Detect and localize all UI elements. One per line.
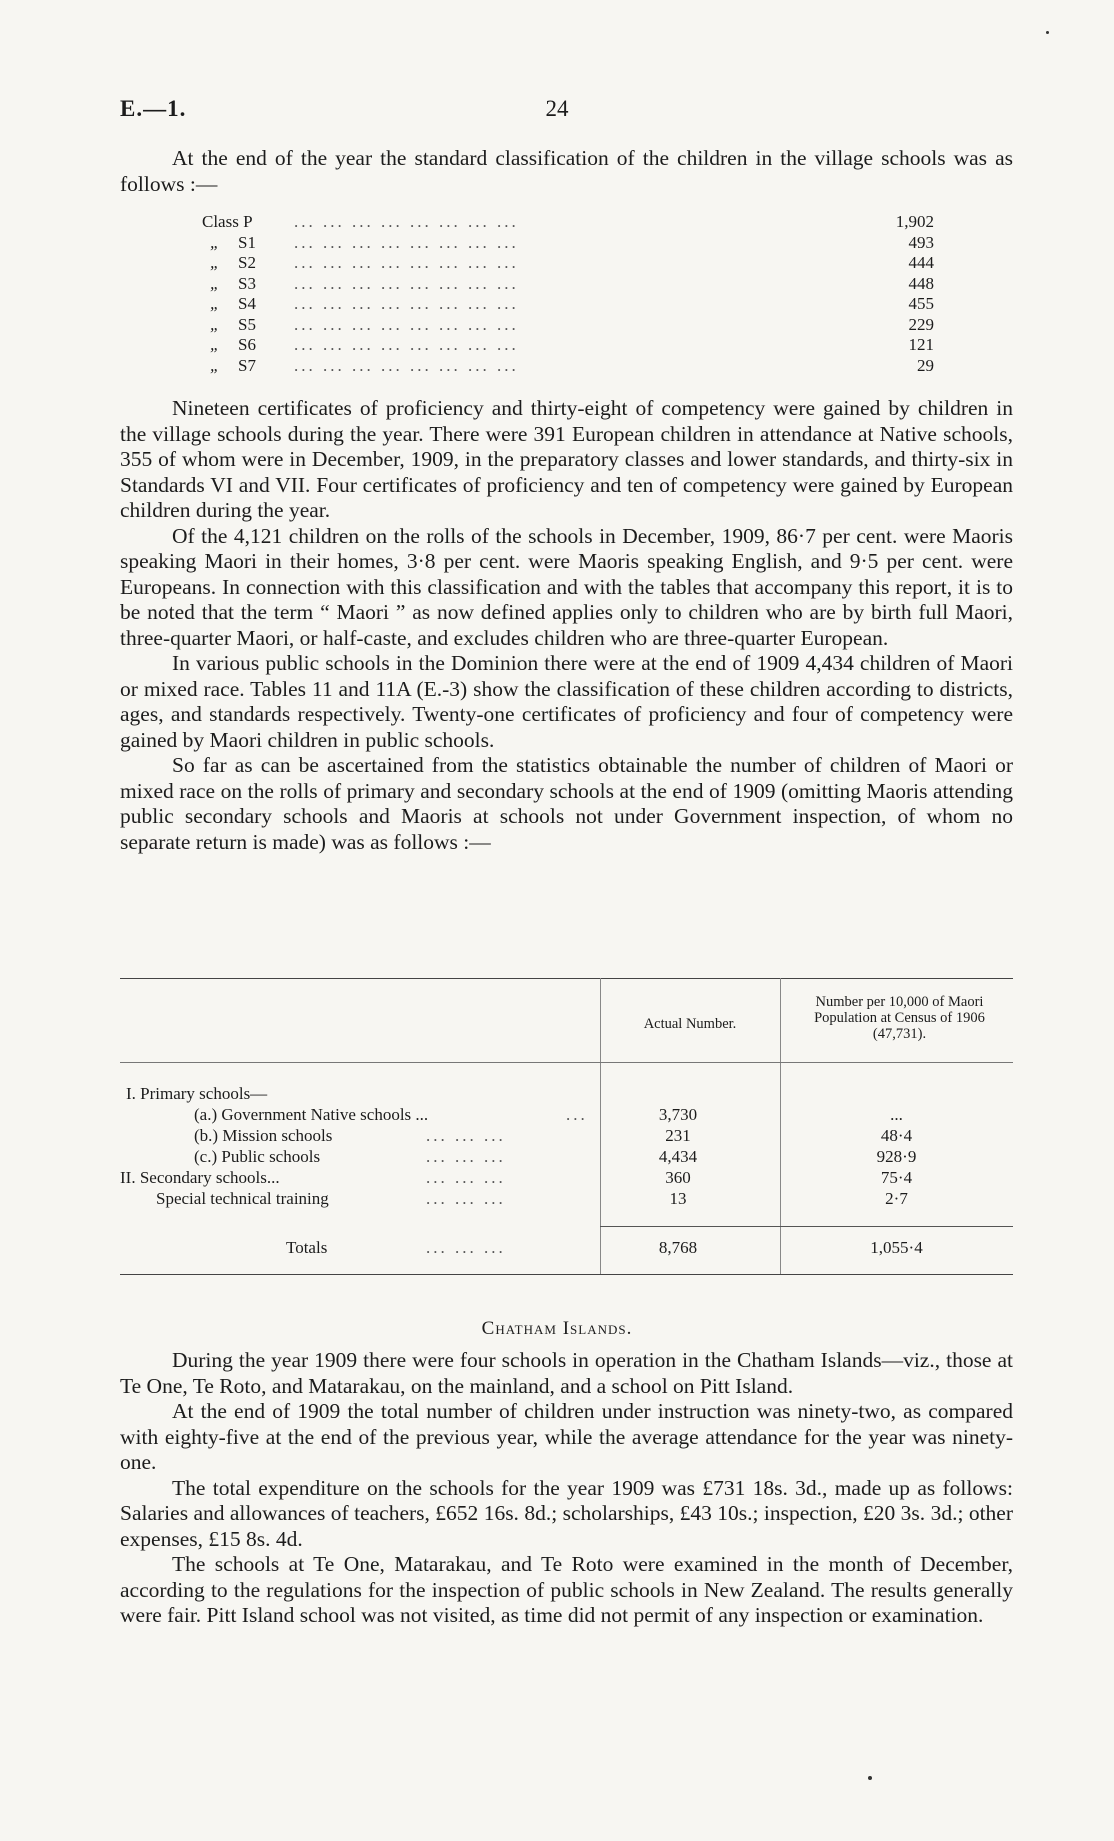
row-label: (c.) Public schools: [194, 1147, 321, 1166]
ditto-mark: „: [210, 314, 220, 334]
classification-row: [202, 233, 934, 254]
per-10000: 928·9: [876, 1147, 917, 1166]
chatham-text: [120, 1348, 1013, 1629]
actual-number: 231: [665, 1126, 691, 1145]
page-number: 24: [545, 96, 569, 121]
leader-dots: ...: [566, 1105, 588, 1124]
body-text: [120, 396, 1013, 855]
class-label: S7: [238, 355, 256, 375]
ditto-mark: „: [210, 232, 220, 252]
paragraph: So far as can be ascertained from the statistics obtainable the number of children of Maori or mixed race on the rolls of primary and secondary schools at the end of 1909 (omitting Maoris attending public secondary schools and Maoris at schools not under Government inspection, of whom no separate return is made) was as follows :—: [120, 753, 1013, 854]
leader-dots: ... ... ...: [426, 1189, 506, 1208]
paragraph: The total expenditure on the schools for the year 1909 was £731 18s. 3d., made up as follows: Salaries and allowances of teachers, £652 16s. 8d.; scholarships, £43 10s.; inspection, £20 3s. 3d.; other expenses, £15 8s. 4d.: [120, 1475, 1013, 1551]
leader-dots: ... ... ... ... ... ... ... ...: [294, 335, 519, 354]
per-10000: 75·4: [880, 1168, 913, 1187]
leader-dots: ... ... ... ... ... ... ... ...: [294, 355, 519, 375]
table-row: [120, 1105, 1013, 1126]
class-label: Class P: [202, 212, 253, 231]
paragraph: The schools at Te One, Matarakau, and Te Roto were examined in the month of December, according to the regulations for the inspection of public schools in New Zealand. The results generally were fair. Pitt Island school was not visited, as time did not permit of any inspection or examination.: [120, 1552, 1013, 1627]
leader-dots: ... ... ... ... ... ... ... ...: [294, 294, 519, 313]
paragraph: Of the 4,121 children on the rolls of the schools in December, 1909, 86·7 per cent. were Maoris speaking Maori in their homes, 3·8 per cent. were Maoris speaking English, and 9·5 per cent. were Europeans. In connection with this classification and with the tables that accompany this report, it is to be noted that the term “ Maori ” as now defined applies only to children who are by birth full Maori, three-quarter Maori, or half-caste, and excludes children who are three-quarter European.: [120, 523, 1013, 650]
leader-dots: ... ... ...: [426, 1126, 506, 1145]
classification-row: [202, 335, 934, 356]
leader-dots: ... ... ... ... ... ... ... ...: [294, 212, 519, 231]
class-count: 455: [908, 294, 934, 313]
classification-row: [202, 274, 934, 295]
table-rule-totals: [600, 1226, 1013, 1227]
row-label: (b.) Mission schools: [194, 1126, 333, 1145]
classification-list: [202, 212, 934, 376]
paragraph: In various public schools in the Dominion there were at the end of 1909 4,434 children of Maori or mixed race. Tables 11 and 11A (E.-3) show the classification of these children according to districts, ages, and standards respectively. Twenty-one certificates of proficiency and four of competency were gained by Maori children in public schools.: [120, 651, 1013, 752]
ditto-mark: „: [210, 335, 220, 354]
leader-dots: ... ... ... ... ... ... ... ...: [294, 253, 519, 272]
table-row: [120, 1147, 1013, 1168]
leader-dots: ... ... ... ... ... ... ... ...: [294, 232, 519, 252]
col-header-actual: Actual Number.: [643, 1016, 737, 1032]
class-count: 448: [908, 273, 934, 293]
report-code: E.—1.: [120, 96, 187, 121]
leader-dots: ... ... ... ... ... ... ... ...: [294, 273, 519, 293]
row-label: Special technical training: [156, 1189, 329, 1208]
table-rule-header: [120, 1062, 1013, 1063]
totals-label: Totals: [286, 1238, 328, 1257]
scan-speck: [1046, 31, 1049, 34]
section-heading: Chatham Islands.: [481, 1318, 633, 1339]
actual-number: 4,434: [658, 1147, 698, 1166]
actual-number: 360: [665, 1168, 691, 1187]
total-actual: 8,768: [658, 1238, 698, 1257]
per-10000: 2·7: [885, 1189, 908, 1208]
paragraph: Nineteen certificates of proficiency and thirty-eight of competency were gained by children in the village schools during the year. There were 391 European children in attendance at Native schools, 355 of whom were in December, 1909, in the preparatory classes and lower standards, and thirty-six in Standards VI and VII. Four certificates of proficiency and ten of competency were gained by European children during the year.: [120, 396, 1013, 522]
class-label: S5: [238, 314, 256, 334]
classification-row: [202, 315, 934, 336]
class-count: 121: [908, 335, 934, 354]
row-label: I. Primary schools—: [126, 1084, 268, 1103]
paragraph: At the end of 1909 the total number of children under instruction was ninety-two, as compared with eighty-five at the end of the previous year, while the average attendance for the year was ninety-one.: [120, 1399, 1013, 1474]
totals-row: [120, 1238, 1013, 1259]
class-label: S1: [238, 232, 256, 252]
class-count: 493: [908, 232, 934, 252]
leader-dots: ... ... ...: [426, 1238, 506, 1257]
ditto-mark: „: [210, 294, 220, 313]
row-label: (a.) Government Native schools ...: [194, 1105, 429, 1124]
classification-row: [202, 356, 934, 377]
ditto-mark: „: [210, 273, 220, 293]
col-header-per-10000: Number per 10,000 of Maori Population at Census of 1906 (47,731).: [814, 994, 985, 1042]
classification-row: [202, 212, 934, 233]
class-label: S3: [238, 273, 256, 293]
intro-text: [120, 146, 1013, 197]
class-label: S4: [238, 294, 256, 313]
leader-dots: ... ... ...: [426, 1147, 506, 1166]
table-rule-bottom: [120, 1274, 1013, 1275]
intro-paragraph: At the end of the year the standard classification of the children in the village schools was as follows :—: [120, 146, 1013, 196]
actual-number: 13: [669, 1189, 687, 1208]
ditto-mark: „: [210, 355, 220, 375]
classification-row: [202, 294, 934, 315]
actual-number: 3,730: [658, 1105, 698, 1124]
class-count: 229: [908, 314, 934, 334]
scan-speck: [868, 1776, 872, 1780]
class-count: 29: [917, 355, 934, 375]
class-count: 444: [908, 253, 934, 272]
class-label: S2: [238, 253, 256, 272]
total-per-10000: 1,055·4: [870, 1238, 923, 1257]
table-row: [120, 1168, 1013, 1189]
leader-dots: ... ... ... ... ... ... ... ...: [294, 314, 519, 334]
table-row: [120, 1126, 1013, 1147]
per-10000: ...: [890, 1105, 903, 1124]
class-count: 1,902: [895, 212, 934, 231]
paragraph: During the year 1909 there were four schools in operation in the Chatham Islands—viz., those at Te One, Te Roto, and Matarakau, on the mainland, and a school on Pitt Island.: [120, 1348, 1013, 1398]
class-label: S6: [238, 335, 256, 354]
table-rule-top: [120, 978, 1013, 979]
per-10000: 48·4: [880, 1126, 913, 1145]
ditto-mark: „: [210, 253, 220, 272]
classification-row: [202, 253, 934, 274]
leader-dots: ... ... ...: [426, 1168, 506, 1187]
table-row: [120, 1084, 1013, 1105]
row-label: II. Secondary schools...: [120, 1168, 280, 1187]
table-row: [120, 1189, 1013, 1210]
